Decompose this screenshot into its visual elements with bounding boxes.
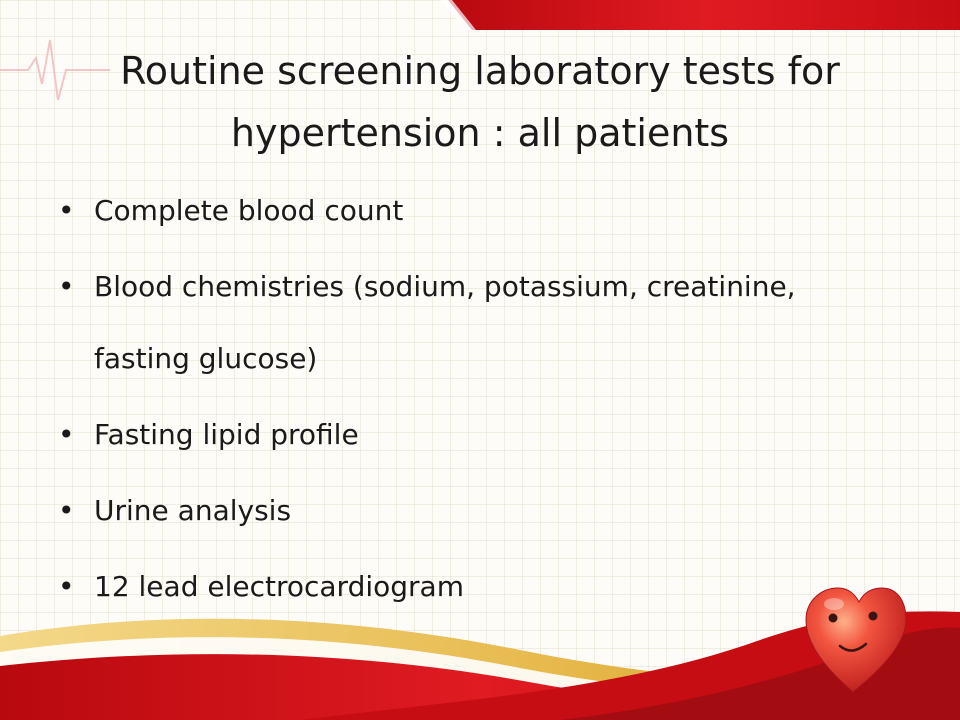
heart-left-eye [829,614,838,623]
bullet-item: • Complete blood count [56,192,916,230]
bullet-list [56,192,916,606]
slide-title-line1: Routine screening laboratory tests for [120,49,840,93]
bullet-item [56,268,916,378]
bullet-item-line2: fasting glucose) [94,342,318,375]
bullet-item: • Urine analysis [56,492,916,530]
bullet-item: • Fasting lipid profile [56,416,916,454]
top-ribbon-band [448,0,960,30]
top-ribbon [440,0,960,30]
heart-right-eye [869,612,878,621]
slide-title-line2: hypertension : all patients [230,111,730,155]
bullet-item: • 12 lead electrocardiogram [56,568,916,606]
slide-title [40,40,920,164]
bullet-item-line1: Blood chemistries (sodium, potassium, creatinine, [94,270,796,303]
